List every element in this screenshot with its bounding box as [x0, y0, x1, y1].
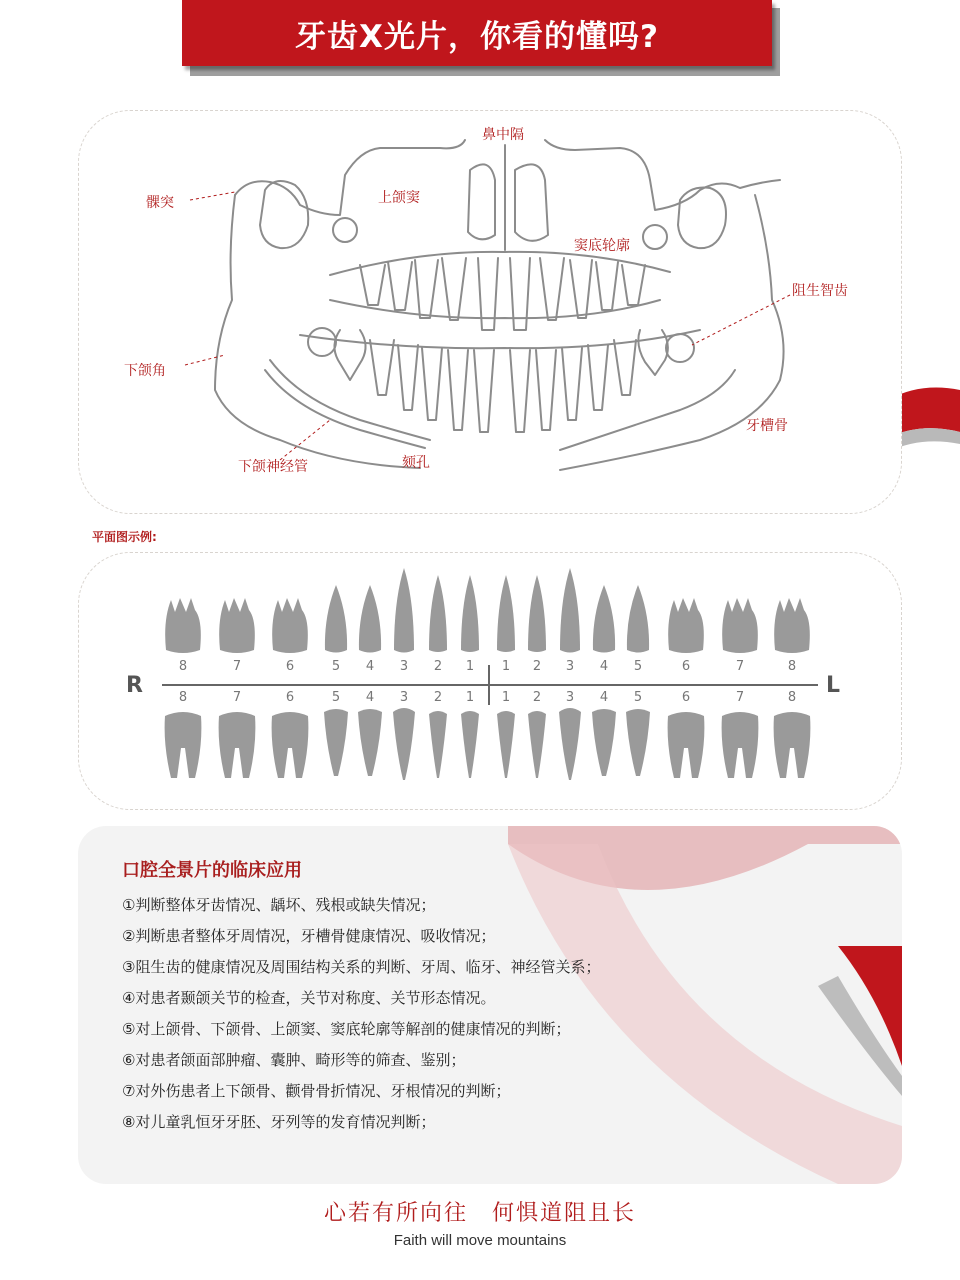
lower-tooth: [429, 711, 447, 778]
lower-tooth: [219, 712, 256, 778]
lower-tooth: [272, 712, 309, 778]
lower-tooth: [165, 712, 202, 778]
lower-tooth: [358, 709, 382, 776]
upper-tooth: [272, 598, 308, 653]
lower-tooth: [722, 712, 759, 778]
lower-tooth-number: 7: [735, 690, 745, 705]
upper-tooth-number: 1: [465, 659, 475, 674]
list-item: ⑧对儿童乳恒牙牙胚、牙列等的发育情况判断；: [122, 1113, 436, 1131]
motto: 心若有所向往 何惧道阻且长: [323, 1201, 636, 1226]
label-condyle: 髁突: [146, 195, 174, 211]
upper-tooth: [461, 575, 479, 652]
lower-tooth-number: 4: [365, 690, 375, 705]
upper-tooth: [528, 575, 546, 652]
lower-tooth-number: 1: [465, 690, 475, 705]
list-item: ⑦对外伤患者上下颌骨、颧骨骨折情况、牙根情况的判断；: [122, 1082, 511, 1100]
upper-tooth: [593, 585, 615, 653]
lower-tooth: [461, 711, 479, 778]
upper-tooth-number: 7: [232, 659, 242, 674]
lower-tooth-number: 8: [787, 690, 797, 705]
upper-tooth-number: 3: [399, 659, 409, 674]
upper-tooth: [774, 598, 810, 653]
left-side-label: L: [826, 673, 841, 698]
label-mandibular-angle: 下颌角: [124, 363, 166, 379]
upper-tooth: [627, 585, 649, 653]
lower-tooth-number: 4: [599, 690, 609, 705]
lower-tooth-number: 5: [633, 690, 643, 705]
upper-tooth: [722, 598, 758, 653]
upper-tooth-number: 2: [532, 659, 542, 674]
upper-tooth-number: 8: [178, 659, 188, 674]
label-mental-foramen: 颏孔: [402, 455, 430, 471]
lower-tooth-number: 7: [232, 690, 242, 705]
list-item: ③阻生齿的健康情况及周围结构关系的判断、牙周、临牙、神经管关系；: [122, 958, 601, 976]
upper-tooth-number: 4: [599, 659, 609, 674]
label-nasal-septum: 鼻中隔: [482, 127, 524, 143]
lower-tooth: [393, 708, 415, 780]
list-item: ④对患者颞颌关节的检查，关节对称度、关节形态情况。: [122, 989, 496, 1007]
lower-tooth: [324, 709, 348, 776]
upper-tooth-number: 6: [285, 659, 295, 674]
list-item: ⑥对患者颌面部肿瘤、囊肿、畸形等的筛查、鉴别；: [122, 1051, 466, 1069]
upper-tooth: [429, 575, 447, 652]
lower-tooth: [559, 708, 581, 780]
lower-tooth-number: 2: [433, 690, 443, 705]
lower-tooth-number: 1: [501, 690, 511, 705]
upper-tooth: [560, 568, 580, 653]
lower-tooth-number: 5: [331, 690, 341, 705]
label-mandibular-canal: 下颌神经管: [238, 459, 308, 475]
upper-tooth: [668, 598, 704, 653]
lower-tooth-number: 6: [681, 690, 691, 705]
upper-tooth-number: 2: [433, 659, 443, 674]
label-alveolar-bone: 牙槽骨: [746, 418, 788, 434]
list-item: ①判断整体牙齿情况、龋坏、残根或缺失情况；: [122, 896, 436, 914]
upper-tooth-number: 7: [735, 659, 745, 674]
plane-chart-caption: 平面图示例:: [92, 530, 157, 544]
upper-tooth: [325, 585, 347, 653]
motto-english: Faith will move mountains: [393, 1232, 567, 1249]
upper-tooth-number: 3: [565, 659, 575, 674]
lower-tooth: [528, 711, 546, 778]
list-item: ⑤对上颌骨、下颌骨、上颌窦、窦底轮廓等解剖的健康情况的判断；: [122, 1020, 571, 1038]
upper-tooth-number: 8: [787, 659, 797, 674]
upper-tooth-number: 4: [365, 659, 375, 674]
clinical-title: 口腔全景片的临床应用: [122, 860, 302, 881]
lower-tooth: [668, 712, 705, 778]
lower-tooth: [592, 709, 616, 776]
upper-tooth-number: 1: [501, 659, 511, 674]
lower-tooth-number: 8: [178, 690, 188, 705]
lower-tooth: [497, 711, 515, 778]
upper-tooth-number: 6: [681, 659, 691, 674]
label-impacted-wisdom-tooth: 阻生智齿: [792, 283, 848, 299]
upper-tooth-number: 5: [331, 659, 341, 674]
lower-tooth-number: 3: [565, 690, 575, 705]
list-item: ②判断患者整体牙周情况，牙槽骨健康情况、吸收情况；: [122, 927, 496, 945]
lower-tooth: [626, 709, 650, 776]
clinical-list: [122, 890, 600, 1138]
label-sinus-floor: 窦底轮廓: [574, 238, 630, 254]
lower-tooth: [774, 712, 811, 778]
upper-tooth: [394, 568, 414, 653]
right-side-label: R: [126, 673, 143, 698]
lower-tooth-number: 6: [285, 690, 295, 705]
upper-tooth: [359, 585, 381, 653]
lower-tooth-number: 3: [399, 690, 409, 705]
upper-tooth: [165, 598, 201, 653]
page-title: 牙齿X光片，你看的懂吗?: [295, 18, 659, 55]
upper-tooth-number: 5: [633, 659, 643, 674]
clinical-application-card: [78, 826, 902, 1184]
lower-tooth-number: 2: [532, 690, 542, 705]
label-maxillary-sinus: 上颌窦: [378, 190, 420, 206]
upper-tooth: [219, 598, 255, 653]
upper-tooth: [497, 575, 515, 652]
